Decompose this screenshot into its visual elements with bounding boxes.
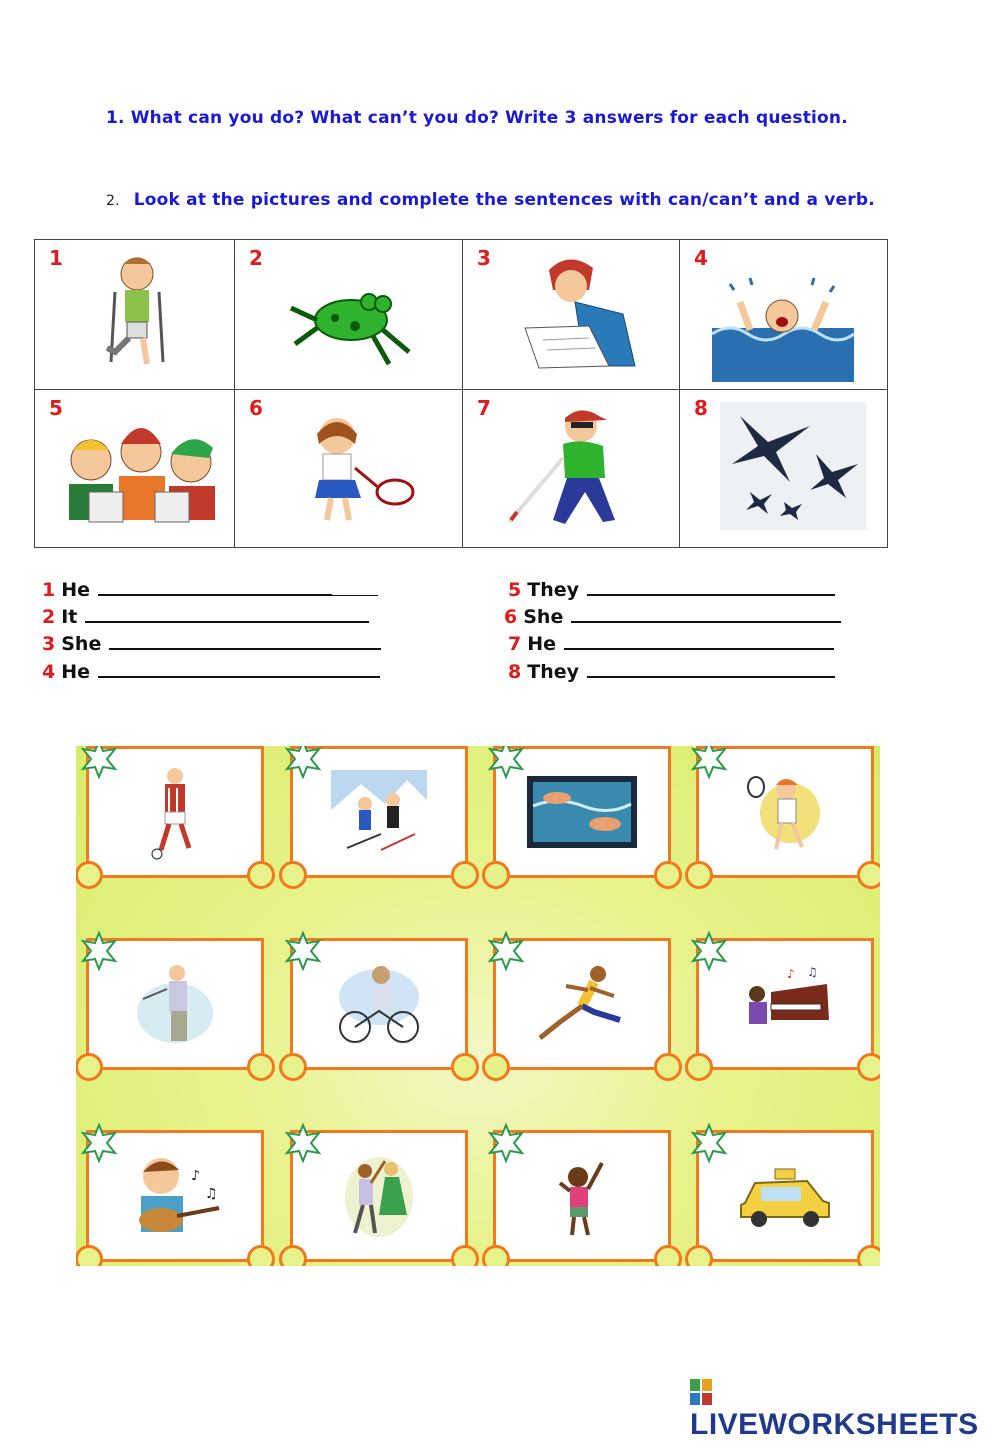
star-corner-icon bbox=[79, 931, 119, 971]
answer-line[interactable] bbox=[98, 658, 380, 678]
sentence-number: 3 bbox=[42, 633, 56, 655]
pianist-icon bbox=[737, 964, 833, 1044]
cell-number: 3 bbox=[477, 246, 491, 270]
star-corner-icon bbox=[689, 1123, 729, 1163]
sentence-subject: He bbox=[527, 633, 557, 655]
sentence-subject: They bbox=[527, 661, 579, 683]
girl-jumping-icon bbox=[552, 1153, 612, 1239]
question-1 bbox=[106, 108, 848, 128]
runner-icon bbox=[534, 962, 630, 1046]
star-corner-icon bbox=[486, 931, 526, 971]
sentence-number: 2 bbox=[42, 606, 56, 628]
sentence-subject: He bbox=[61, 661, 91, 683]
picture-cell-6 bbox=[235, 390, 463, 548]
sentence-subject: She bbox=[523, 606, 564, 628]
picture-cell-2 bbox=[235, 240, 463, 390]
star-corner-icon bbox=[283, 746, 323, 779]
sentence-8 bbox=[508, 658, 835, 683]
activity-card bbox=[86, 1130, 264, 1262]
svg-text:♪: ♪ bbox=[191, 1168, 200, 1184]
swallows-flying-icon bbox=[720, 402, 866, 530]
girl-playing-tennis-icon bbox=[291, 408, 421, 532]
sentence-6 bbox=[504, 603, 841, 628]
answer-line[interactable] bbox=[109, 630, 381, 650]
answer-line[interactable] bbox=[85, 603, 369, 623]
picture-cell-4 bbox=[680, 240, 888, 390]
activity-card bbox=[493, 1130, 671, 1262]
sentence-2 bbox=[42, 603, 369, 628]
cell-number: 6 bbox=[249, 396, 263, 420]
question-1-text: What can you do? What can’t you do? Write 3 answers for each question. bbox=[130, 108, 848, 128]
cyclist-icon bbox=[337, 961, 421, 1047]
sentence-number: 4 bbox=[42, 661, 56, 683]
sentence-number: 8 bbox=[508, 661, 522, 683]
question-2-number: 2. bbox=[106, 193, 120, 209]
cell-number: 7 bbox=[477, 396, 491, 420]
activity-card bbox=[290, 1130, 468, 1262]
picture-table bbox=[34, 239, 888, 548]
cell-number: 4 bbox=[694, 246, 708, 270]
activity-card bbox=[290, 938, 468, 1070]
answer-line[interactable] bbox=[587, 576, 835, 596]
guitar-player-icon bbox=[127, 1150, 223, 1242]
answer-line-extension bbox=[332, 577, 378, 596]
activity-board bbox=[76, 746, 880, 1266]
sentence-4 bbox=[42, 658, 380, 683]
boy-on-crutches-icon bbox=[97, 252, 177, 372]
cell-number: 2 bbox=[249, 246, 263, 270]
question-2 bbox=[106, 190, 875, 210]
sentence-7 bbox=[508, 630, 834, 655]
jumping-frog-icon bbox=[285, 278, 415, 368]
boy-writing-icon bbox=[519, 250, 639, 370]
logo-mark-icon bbox=[690, 1379, 712, 1405]
cell-number: 8 bbox=[694, 396, 708, 420]
activity-card bbox=[696, 746, 874, 878]
activity-card bbox=[493, 938, 671, 1070]
activity-card bbox=[696, 1130, 874, 1262]
picture-cell-5 bbox=[35, 390, 235, 548]
activity-card bbox=[86, 938, 264, 1070]
sentence-subject: It bbox=[61, 606, 78, 628]
sentence-5 bbox=[508, 576, 835, 601]
svg-text:♫: ♫ bbox=[807, 965, 818, 979]
sentence-3 bbox=[42, 630, 381, 655]
star-corner-icon bbox=[79, 1123, 119, 1163]
sentence-number: 7 bbox=[508, 633, 522, 655]
sentence-subject: He bbox=[61, 579, 91, 601]
activity-card bbox=[493, 746, 671, 878]
skiers-icon bbox=[331, 770, 427, 854]
picture-cell-7 bbox=[463, 390, 680, 548]
liveworksheets-logo bbox=[690, 1374, 1000, 1442]
picture-cell-3 bbox=[463, 240, 680, 390]
star-corner-icon bbox=[689, 931, 729, 971]
answer-line[interactable] bbox=[587, 658, 835, 678]
dancers-icon bbox=[341, 1153, 417, 1239]
star-corner-icon bbox=[79, 746, 119, 779]
drowning-person-icon bbox=[710, 274, 856, 384]
answer-line[interactable] bbox=[98, 576, 332, 596]
star-corner-icon bbox=[689, 746, 729, 779]
activity-card bbox=[86, 746, 264, 878]
question-1-number: 1. bbox=[106, 108, 125, 128]
svg-text:♫: ♫ bbox=[205, 1186, 218, 1202]
sentence-1 bbox=[42, 576, 378, 601]
star-corner-icon bbox=[283, 931, 323, 971]
sentence-number: 1 bbox=[42, 579, 56, 601]
children-singing-icon bbox=[59, 408, 219, 528]
cell-number: 5 bbox=[49, 396, 63, 420]
girl-tennis-icon bbox=[740, 767, 830, 857]
taxi-driver-icon bbox=[737, 1163, 833, 1229]
svg-text:♪: ♪ bbox=[787, 967, 795, 981]
answer-line[interactable] bbox=[571, 603, 841, 623]
logo-text: LIVEWORKSHEETS bbox=[690, 1408, 979, 1441]
star-corner-icon bbox=[486, 746, 526, 779]
cell-number: 1 bbox=[49, 246, 63, 270]
football-player-icon bbox=[145, 764, 205, 860]
star-corner-icon bbox=[283, 1123, 323, 1163]
sentence-subject: She bbox=[61, 633, 102, 655]
blind-man-with-cane-icon bbox=[503, 402, 643, 532]
answer-line[interactable] bbox=[564, 630, 834, 650]
question-2-text: Look at the pictures and complete the sentences with can/can’t and a verb. bbox=[133, 190, 875, 210]
picture-cell-8 bbox=[680, 390, 888, 548]
activity-card bbox=[696, 938, 874, 1070]
picture-cell-1 bbox=[35, 240, 235, 390]
golfer-icon bbox=[133, 959, 217, 1049]
activity-card bbox=[290, 746, 468, 878]
sentence-number: 6 bbox=[504, 606, 518, 628]
swimmers-icon bbox=[527, 776, 637, 848]
sentence-number: 5 bbox=[508, 579, 522, 601]
sentence-subject: They bbox=[527, 579, 579, 601]
star-corner-icon bbox=[486, 1123, 526, 1163]
